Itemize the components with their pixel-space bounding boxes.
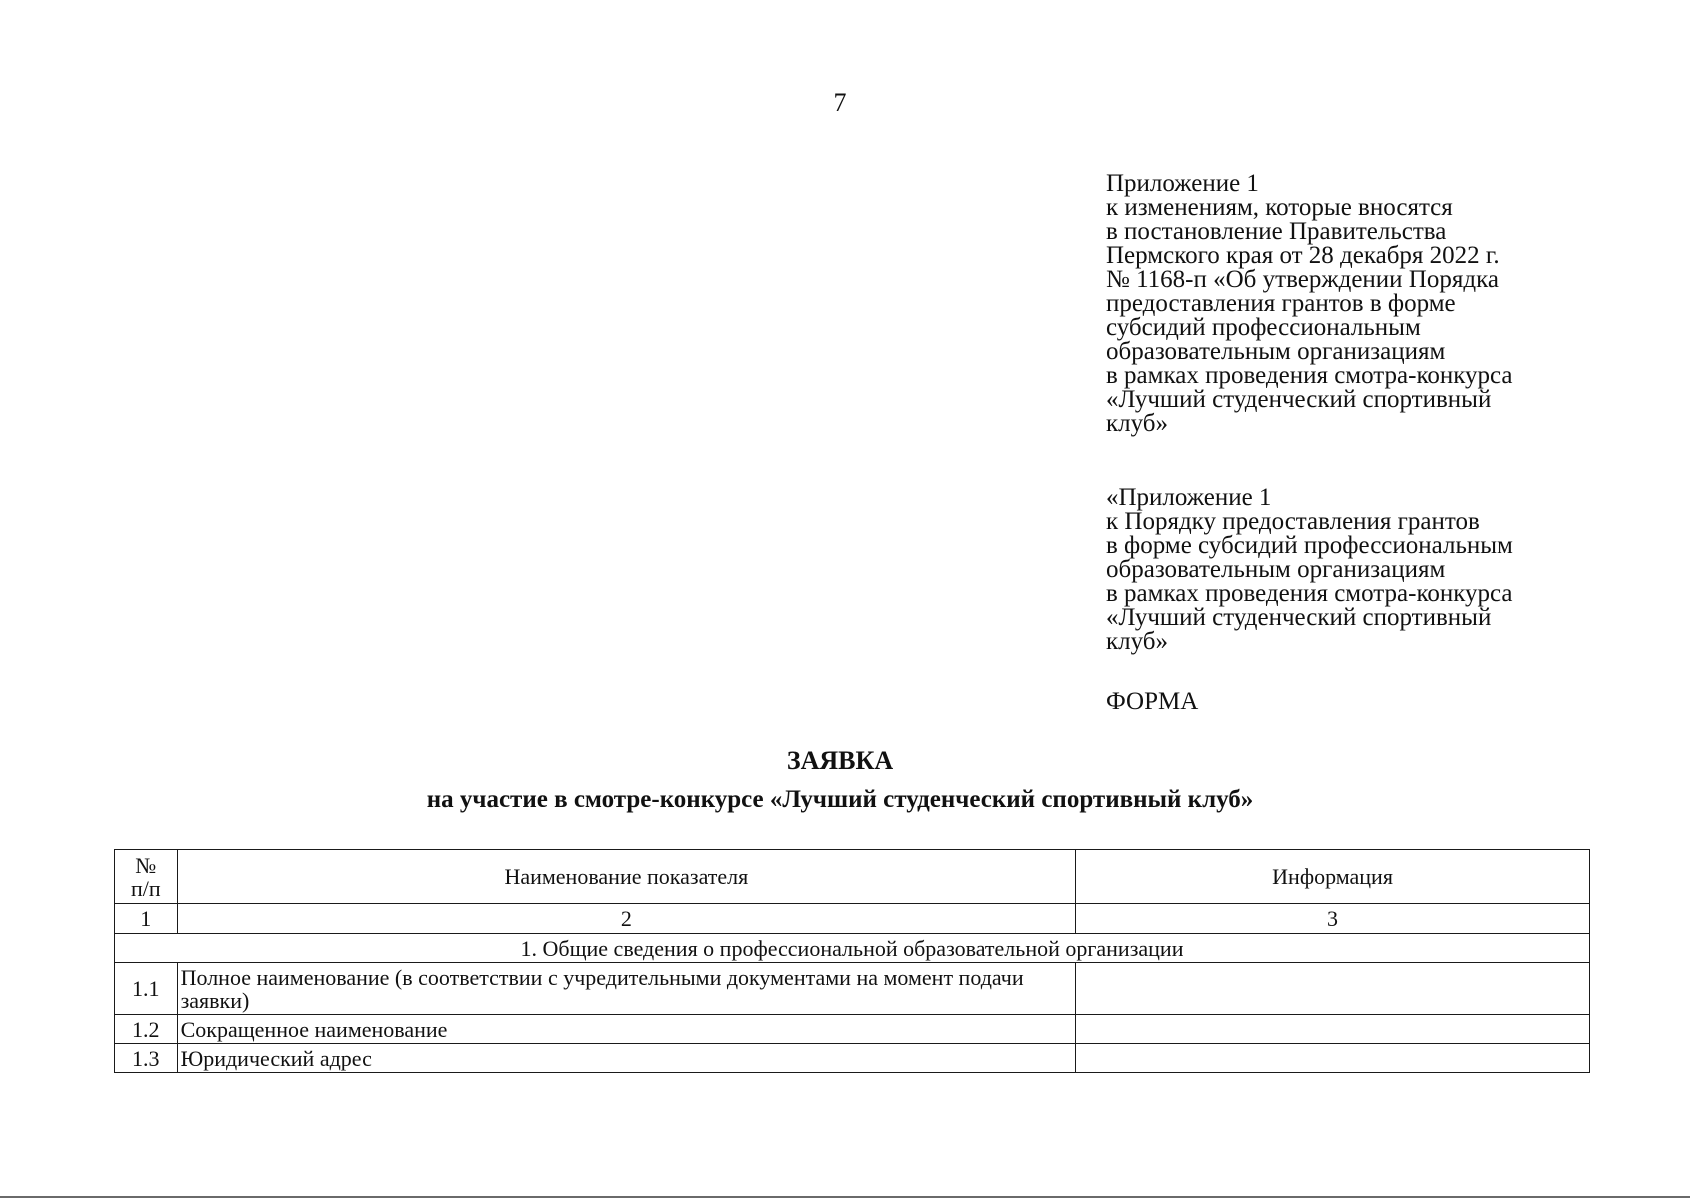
form-label: ФОРМА <box>1106 688 1199 715</box>
row-number-cell: 1.1 <box>115 963 178 1015</box>
appendix-2-line: в рамках проведения смотра-конкурса <box>1106 580 1513 607</box>
row-number-cell: 1.2 <box>115 1015 178 1044</box>
column-number-cell: 1 <box>115 904 178 934</box>
section-header-row <box>115 934 1590 963</box>
header-info-cell: Информация <box>1076 850 1590 904</box>
appendix-1-line: к изменениям, которые вносятся <box>1106 194 1453 221</box>
appendix-2-line: клуб» <box>1106 628 1169 655</box>
row-number-cell: 1.3 <box>115 1044 178 1073</box>
appendix-1-line: образовательным организациям <box>1106 338 1446 365</box>
appendix-2-line: «Приложение 1 <box>1106 484 1272 511</box>
row-name-cell: Юридический адрес <box>177 1044 1076 1073</box>
appendix-2-line: в форме субсидий профессиональным <box>1106 532 1513 559</box>
table-row <box>115 1044 1590 1073</box>
appendix-2-line: «Лучший студенческий спортивный <box>1106 604 1492 631</box>
appendix-1-line: клуб» <box>1106 410 1169 437</box>
appendix-1-line: в постановление Правительства <box>1106 218 1447 245</box>
row-name-cell: Сокращенное наименование <box>177 1015 1076 1044</box>
application-table <box>114 849 1590 1073</box>
row-name-cell: Полное наименование (в соответствии с учредительными документами на момент подачи заявки) <box>177 963 1076 1015</box>
header-number-line: п/п <box>130 875 161 901</box>
document-subtitle: на участие в смотре-конкурсе «Лучший студенческий спортивный клуб» <box>426 786 1254 813</box>
appendix-1-block <box>1106 172 1606 436</box>
page-bottom-rule <box>0 1196 1690 1198</box>
row-info-cell[interactable] <box>1076 1015 1590 1044</box>
appendix-2-block <box>1106 486 1606 654</box>
page-number: 7 <box>833 88 847 117</box>
column-number-cell: 2 <box>177 904 1076 934</box>
table-row <box>115 963 1590 1015</box>
appendix-1-line: Пермского края от 28 декабря 2022 г. <box>1106 242 1500 269</box>
header-number-line: № <box>135 852 157 878</box>
row-info-cell[interactable] <box>1076 963 1590 1015</box>
document-title: ЗАЯВКА <box>786 746 894 775</box>
appendix-1-line: «Лучший студенческий спортивный <box>1106 386 1492 413</box>
header-number-cell <box>115 850 178 904</box>
appendix-1-line: в рамках проведения смотра-конкурса <box>1106 362 1513 389</box>
appendix-1-line: предоставления грантов в форме <box>1106 290 1456 317</box>
section-title: 1. Общие сведения о профессиональной образовательной организации <box>115 934 1590 963</box>
appendix-1-line: субсидий профессиональным <box>1106 314 1421 341</box>
column-number-cell: 3 <box>1076 904 1590 934</box>
appendix-2-line: образовательным организациям <box>1106 556 1446 583</box>
table-row <box>115 1015 1590 1044</box>
table-header-row <box>115 850 1590 904</box>
appendix-1-line: № 1168-п «Об утверждении Порядка <box>1106 266 1499 293</box>
appendix-1-line: Приложение 1 <box>1106 170 1259 197</box>
header-name-cell: Наименование показателя <box>177 850 1076 904</box>
row-info-cell[interactable] <box>1076 1044 1590 1073</box>
appendix-2-line: к Порядку предоставления грантов <box>1106 508 1480 535</box>
column-number-row <box>115 904 1590 934</box>
